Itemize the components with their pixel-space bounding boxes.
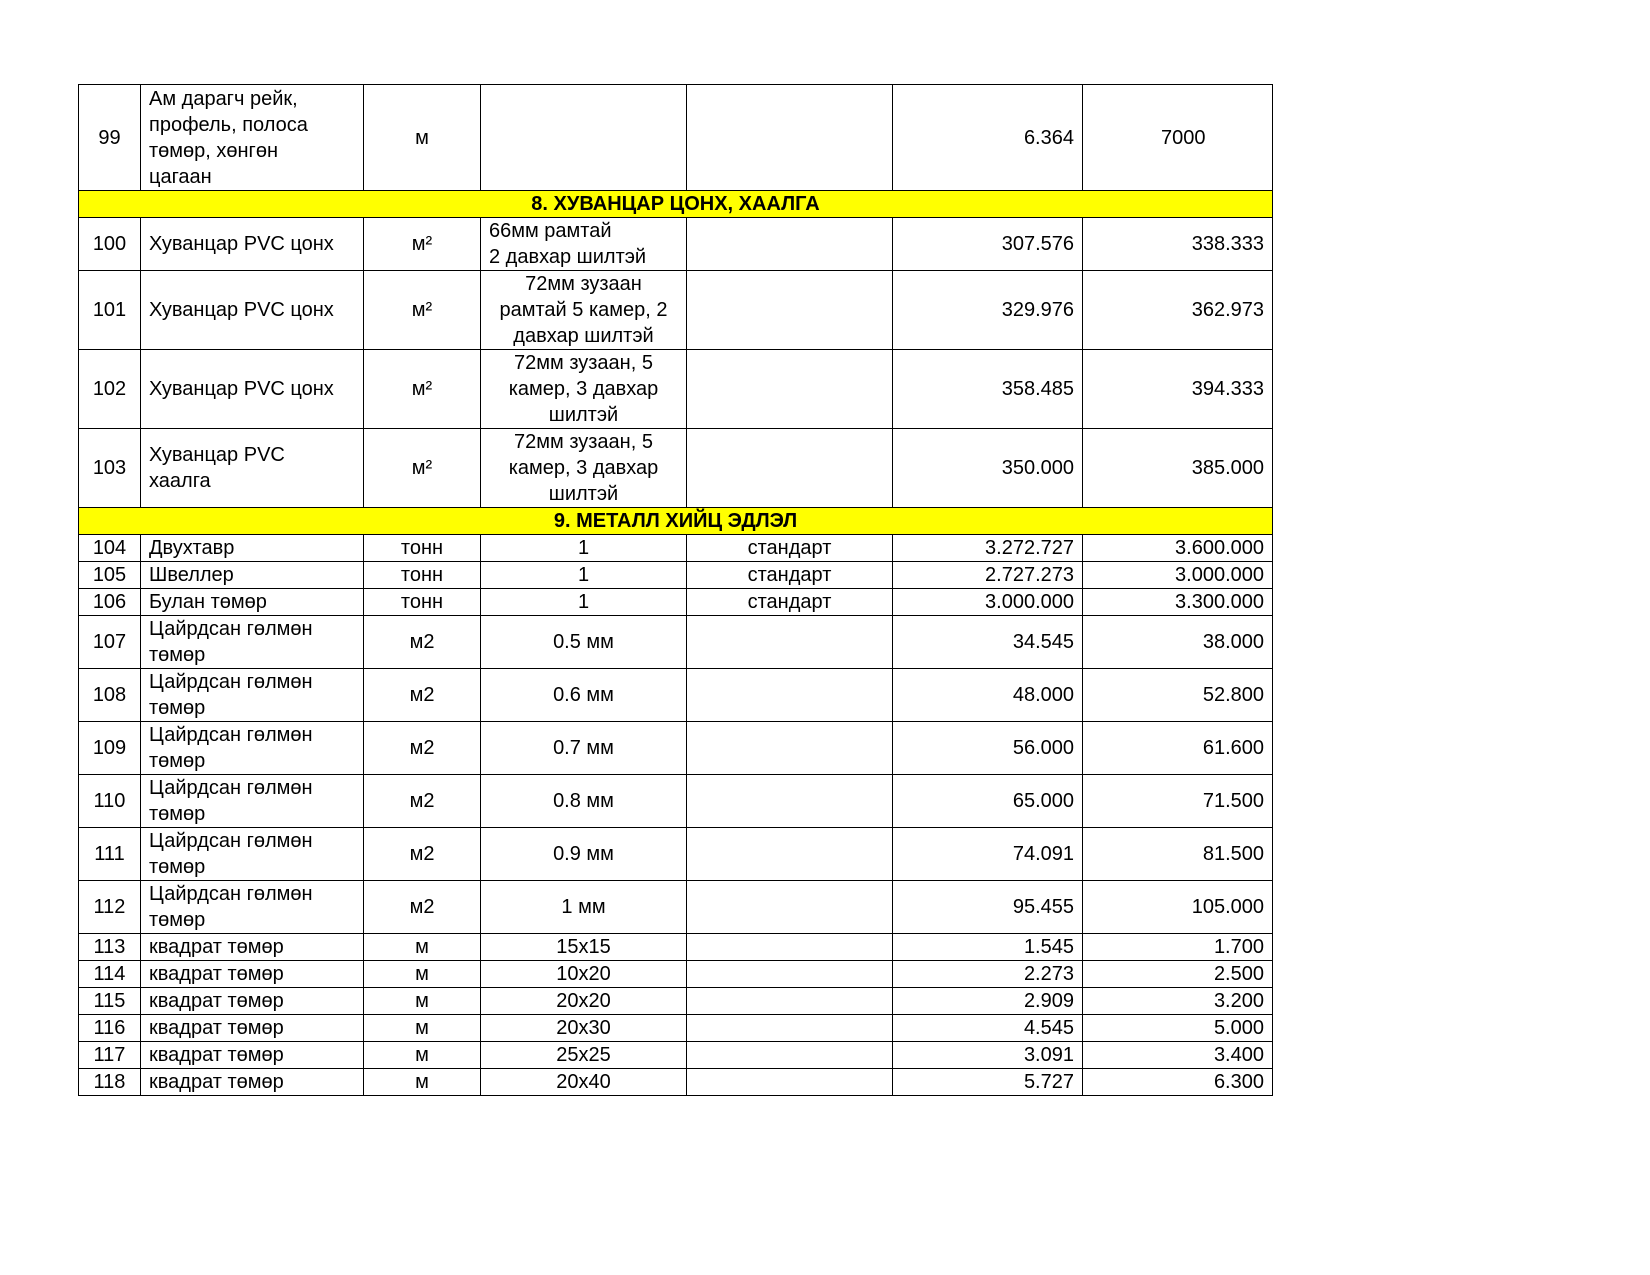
price-with-vat-cell: 6.300 xyxy=(1083,1069,1273,1096)
price-without-vat-cell: 95.455 xyxy=(893,881,1083,934)
item-name-cell: Цайрдсан гөлмөн төмөр xyxy=(141,775,364,828)
row-number-cell: 109 xyxy=(79,722,141,775)
price-with-vat-cell: 61.600 xyxy=(1083,722,1273,775)
unit-cell: м2 xyxy=(364,669,481,722)
table-row xyxy=(79,1015,1273,1042)
specification-cell: 20x40 xyxy=(481,1069,687,1096)
price-without-vat-cell: 2.727.273 xyxy=(893,562,1083,589)
standard-cell xyxy=(687,1069,893,1096)
row-number-cell: 102 xyxy=(79,350,141,429)
item-name-cell: Цайрдсан гөлмөн төмөр xyxy=(141,881,364,934)
item-name-cell: Цайрдсан гөлмөн төмөр xyxy=(141,828,364,881)
price-with-vat-cell: 38.000 xyxy=(1083,616,1273,669)
standard-cell xyxy=(687,828,893,881)
standard-cell xyxy=(687,722,893,775)
specification-cell: 0.9 мм xyxy=(481,828,687,881)
price-with-vat-cell: 394.333 xyxy=(1083,350,1273,429)
price-with-vat-cell: 362.973 xyxy=(1083,271,1273,350)
specification-cell: 1 xyxy=(481,589,687,616)
price-without-vat-cell: 358.485 xyxy=(893,350,1083,429)
price-without-vat-cell: 2.273 xyxy=(893,961,1083,988)
specification-cell xyxy=(481,85,687,191)
standard-cell xyxy=(687,1015,893,1042)
specification-cell: 1 xyxy=(481,562,687,589)
price-without-vat-cell: 1.545 xyxy=(893,934,1083,961)
specification-cell: 20x20 xyxy=(481,988,687,1015)
row-number-cell: 112 xyxy=(79,881,141,934)
item-name-cell: квадрат төмөр xyxy=(141,988,364,1015)
section-title: 8. ХУВАНЦАР ЦОНХ, ХААЛГА xyxy=(79,191,1273,218)
table-row xyxy=(79,1069,1273,1096)
standard-cell xyxy=(687,775,893,828)
row-number-cell: 108 xyxy=(79,669,141,722)
table-row xyxy=(79,589,1273,616)
standard-cell: стандарт xyxy=(687,589,893,616)
standard-cell: стандарт xyxy=(687,562,893,589)
table-row xyxy=(79,961,1273,988)
price-without-vat-cell: 3.000.000 xyxy=(893,589,1083,616)
item-name-cell: квадрат төмөр xyxy=(141,1042,364,1069)
standard-cell xyxy=(687,616,893,669)
item-name-cell: Хуванцар PVC цонх xyxy=(141,350,364,429)
price-without-vat-cell: 56.000 xyxy=(893,722,1083,775)
unit-cell: м xyxy=(364,85,481,191)
row-number-cell: 117 xyxy=(79,1042,141,1069)
standard-cell xyxy=(687,429,893,508)
price-without-vat-cell: 350.000 xyxy=(893,429,1083,508)
price-without-vat-cell: 6.364 xyxy=(893,85,1083,191)
section-header-row xyxy=(79,508,1273,535)
price-without-vat-cell: 3.091 xyxy=(893,1042,1083,1069)
specification-cell: 72мм зузаан, 5 камер, 3 давхар шилтэй xyxy=(481,350,687,429)
specification-cell: 0.6 мм xyxy=(481,669,687,722)
item-name-cell: квадрат төмөр xyxy=(141,961,364,988)
specification-cell: 10x20 xyxy=(481,961,687,988)
standard-cell xyxy=(687,961,893,988)
price-with-vat-cell: 385.000 xyxy=(1083,429,1273,508)
unit-cell: м² xyxy=(364,429,481,508)
item-name-cell: квадрат төмөр xyxy=(141,1069,364,1096)
table-row xyxy=(79,881,1273,934)
standard-cell xyxy=(687,988,893,1015)
row-number-cell: 106 xyxy=(79,589,141,616)
standard-cell xyxy=(687,881,893,934)
standard-cell xyxy=(687,85,893,191)
unit-cell: м xyxy=(364,988,481,1015)
price-without-vat-cell: 74.091 xyxy=(893,828,1083,881)
price-with-vat-cell: 3.600.000 xyxy=(1083,535,1273,562)
price-without-vat-cell: 48.000 xyxy=(893,669,1083,722)
price-with-vat-cell: 52.800 xyxy=(1083,669,1273,722)
row-number-cell: 110 xyxy=(79,775,141,828)
specification-cell: 0.5 мм xyxy=(481,616,687,669)
specification-cell: 72мм зузаан, 5 камер, 3 давхар шилтэй xyxy=(481,429,687,508)
price-with-vat-cell: 1.700 xyxy=(1083,934,1273,961)
unit-cell: м2 xyxy=(364,775,481,828)
unit-cell: м xyxy=(364,961,481,988)
table-row xyxy=(79,350,1273,429)
item-name-cell: Цайрдсан гөлмөн төмөр xyxy=(141,669,364,722)
specification-cell: 72мм зузаан рамтай 5 камер, 2 давхар шилтэй xyxy=(481,271,687,350)
standard-cell xyxy=(687,271,893,350)
price-without-vat-cell: 4.545 xyxy=(893,1015,1083,1042)
price-with-vat-cell: 81.500 xyxy=(1083,828,1273,881)
price-without-vat-cell: 3.272.727 xyxy=(893,535,1083,562)
price-without-vat-cell: 34.545 xyxy=(893,616,1083,669)
unit-cell: м² xyxy=(364,218,481,271)
row-number-cell: 111 xyxy=(79,828,141,881)
price-with-vat-cell: 3.400 xyxy=(1083,1042,1273,1069)
unit-cell: м xyxy=(364,1069,481,1096)
row-number-cell: 101 xyxy=(79,271,141,350)
unit-cell: м2 xyxy=(364,881,481,934)
price-without-vat-cell: 2.909 xyxy=(893,988,1083,1015)
specification-cell: 25x25 xyxy=(481,1042,687,1069)
standard-cell xyxy=(687,934,893,961)
row-number-cell: 104 xyxy=(79,535,141,562)
item-name-cell: квадрат төмөр xyxy=(141,934,364,961)
unit-cell: м² xyxy=(364,271,481,350)
table-row xyxy=(79,562,1273,589)
table-row xyxy=(79,218,1273,271)
item-name-cell: Швеллер xyxy=(141,562,364,589)
price-with-vat-cell: 3.300.000 xyxy=(1083,589,1273,616)
price-with-vat-cell: 3.000.000 xyxy=(1083,562,1273,589)
specification-cell: 0.7 мм xyxy=(481,722,687,775)
price-with-vat-cell: 105.000 xyxy=(1083,881,1273,934)
table-row xyxy=(79,616,1273,669)
specification-cell: 0.8 мм xyxy=(481,775,687,828)
row-number-cell: 118 xyxy=(79,1069,141,1096)
table-row xyxy=(79,934,1273,961)
unit-cell: м xyxy=(364,934,481,961)
specification-cell: 66мм рамтай 2 давхар шилтэй xyxy=(481,218,687,271)
item-name-cell: Хуванцар PVC хаалга xyxy=(141,429,364,508)
section-title: 9. МЕТАЛЛ ХИЙЦ ЭДЛЭЛ xyxy=(79,508,1273,535)
price-with-vat-cell: 5.000 xyxy=(1083,1015,1273,1042)
unit-cell: м2 xyxy=(364,828,481,881)
row-number-cell: 114 xyxy=(79,961,141,988)
table-row xyxy=(79,271,1273,350)
table-row xyxy=(79,429,1273,508)
row-number-cell: 99 xyxy=(79,85,141,191)
unit-cell: м2 xyxy=(364,616,481,669)
row-number-cell: 107 xyxy=(79,616,141,669)
table-row xyxy=(79,775,1273,828)
item-name-cell: Цайрдсан гөлмөн төмөр xyxy=(141,722,364,775)
specification-cell: 15x15 xyxy=(481,934,687,961)
item-name-cell: квадрат төмөр xyxy=(141,1015,364,1042)
table-row xyxy=(79,722,1273,775)
table-row xyxy=(79,669,1273,722)
price-table-body xyxy=(79,85,1273,1096)
item-name-cell: Двухтавр xyxy=(141,535,364,562)
specification-cell: 1 мм xyxy=(481,881,687,934)
row-number-cell: 100 xyxy=(79,218,141,271)
price-with-vat-cell: 338.333 xyxy=(1083,218,1273,271)
item-name-cell: Ам дарагч рейк, профель, полоса төмөр, хөнгөн цагаан xyxy=(141,85,364,191)
unit-cell: м xyxy=(364,1042,481,1069)
price-table xyxy=(78,84,1273,1096)
item-name-cell: Булан төмөр xyxy=(141,589,364,616)
row-number-cell: 105 xyxy=(79,562,141,589)
price-with-vat-cell: 2.500 xyxy=(1083,961,1273,988)
price-without-vat-cell: 5.727 xyxy=(893,1069,1083,1096)
price-with-vat-cell: 3.200 xyxy=(1083,988,1273,1015)
item-name-cell: Цайрдсан гөлмөн төмөр xyxy=(141,616,364,669)
unit-cell: м² xyxy=(364,350,481,429)
price-without-vat-cell: 329.976 xyxy=(893,271,1083,350)
unit-cell: тонн xyxy=(364,535,481,562)
table-row xyxy=(79,828,1273,881)
row-number-cell: 113 xyxy=(79,934,141,961)
standard-cell: стандарт xyxy=(687,535,893,562)
standard-cell xyxy=(687,218,893,271)
price-with-vat-cell: 71.500 xyxy=(1083,775,1273,828)
table-row xyxy=(79,1042,1273,1069)
unit-cell: м2 xyxy=(364,722,481,775)
price-without-vat-cell: 307.576 xyxy=(893,218,1083,271)
item-name-cell: Хуванцар PVC цонх xyxy=(141,218,364,271)
specification-cell: 20x30 xyxy=(481,1015,687,1042)
specification-cell: 1 xyxy=(481,535,687,562)
price-with-vat-cell: 7000 xyxy=(1083,85,1273,191)
row-number-cell: 103 xyxy=(79,429,141,508)
row-number-cell: 116 xyxy=(79,1015,141,1042)
standard-cell xyxy=(687,350,893,429)
unit-cell: тонн xyxy=(364,589,481,616)
table-row xyxy=(79,535,1273,562)
standard-cell xyxy=(687,669,893,722)
unit-cell: тонн xyxy=(364,562,481,589)
table-row xyxy=(79,988,1273,1015)
unit-cell: м xyxy=(364,1015,481,1042)
price-without-vat-cell: 65.000 xyxy=(893,775,1083,828)
item-name-cell: Хуванцар PVC цонх xyxy=(141,271,364,350)
row-number-cell: 115 xyxy=(79,988,141,1015)
standard-cell xyxy=(687,1042,893,1069)
section-header-row xyxy=(79,191,1273,218)
table-row xyxy=(79,85,1273,191)
